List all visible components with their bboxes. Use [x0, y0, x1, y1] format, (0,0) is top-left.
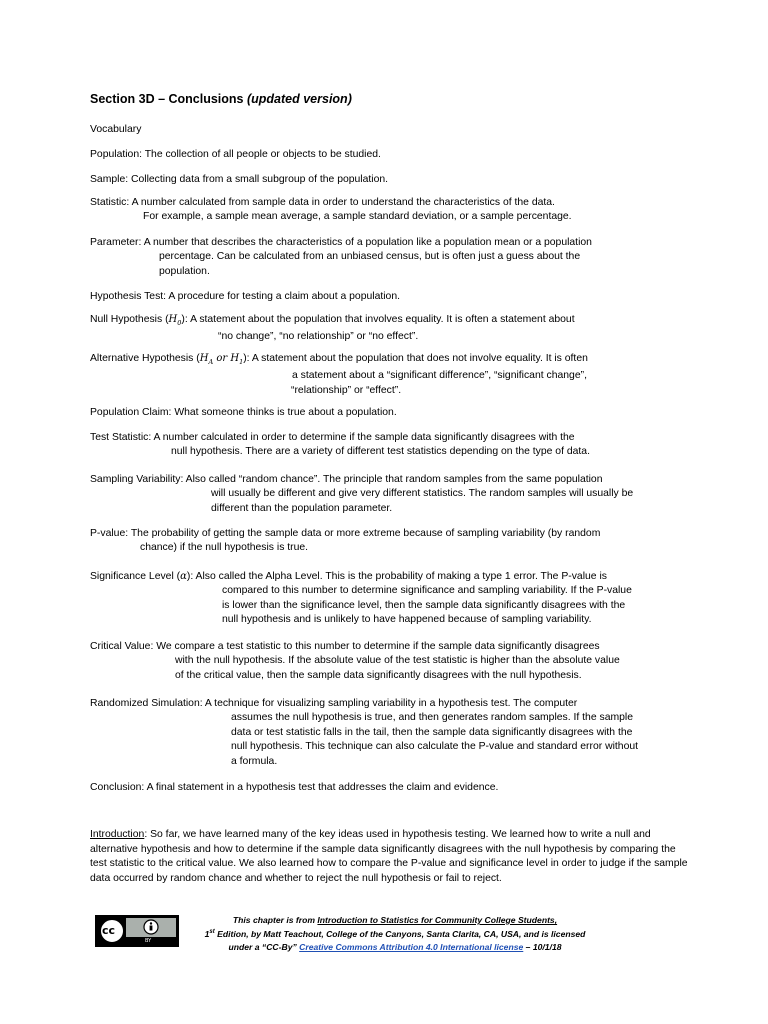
def-null-hypothesis — [90, 313, 575, 345]
footer-attribution — [190, 914, 600, 955]
alt-subscript-1: A — [208, 358, 214, 367]
def-sig-line4: null hypothesis and is unlikely to have happened because of sampling variability. — [222, 614, 592, 626]
footer-line2-rest: Edition, by Matt Teachout, College of the Canyons, Santa Clarita, CA, USA, and is licensed — [214, 928, 586, 939]
alt-or: or — [213, 353, 231, 364]
section-title — [90, 92, 352, 106]
footer-line3-post: – 10/1/18 — [523, 942, 562, 952]
def-null-line1 — [90, 313, 575, 330]
def-test-statistic — [90, 431, 590, 460]
def-alt-pre: Alternative Hypothesis ( — [90, 353, 200, 364]
section-title-italic: (updated version) — [246, 92, 352, 106]
def-sig-pre: Significance Level ( — [90, 571, 181, 582]
alt-symbol-2: H — [230, 353, 240, 364]
def-alternative-hypothesis — [90, 352, 588, 398]
def-alt-line2: a statement about a “significant difference”, “significant change”, — [292, 370, 587, 382]
def-significance-level — [90, 570, 632, 628]
footer-edition-number: 1 — [204, 928, 210, 939]
def-statistic-line1: Statistic: A number calculated from sample data in order to understand the characteristics of the data. — [90, 197, 555, 208]
def-statistic-line2: For example, a sample mean average, a sample standard deviation, or a sample percentage. — [143, 211, 572, 223]
def-pvalue-line2: chance) if the null hypothesis is true. — [140, 542, 309, 554]
footer-line3 — [190, 941, 600, 955]
footer-line2 — [190, 928, 600, 942]
def-simulation-line1: Randomized Simulation: A technique for visualizing sampling variability in a hypothesis test. The computer — [90, 698, 578, 709]
def-randomized-simulation — [90, 697, 638, 769]
alt-symbol-1: H — [199, 353, 209, 364]
def-alt-post: ): A statement about the population that does not involve equality. It is often — [243, 353, 588, 364]
introduction-text: : So far, we have learned many of the key ideas used in hypothesis testing. We learned how to write a null and alternative hypothesis and how to determine if the sample data significantly disagrees with the null hypothesis by comparing the test statistic to the critical value. We also learned how to compare the P-value and significance level in order to judge if the sample data occurred by random chance and whether to reject the null hypothesis or fail to reject. — [90, 829, 688, 884]
def-pvalue-line1: P-value: The probability of getting the sample data or more extreme because of sampling variability (by random — [90, 528, 601, 539]
def-null-post: ): A statement about the population that involves equality. It is often a statement about — [181, 314, 575, 325]
def-critical-line2: with the null hypothesis. If the absolute value of the test statistic is higher than the absolute value — [175, 655, 620, 667]
def-conclusion — [90, 781, 498, 795]
section-title-main: Section 3D – Conclusions — [90, 92, 247, 106]
def-critical-line3: of the critical value, then the sample data significantly disagrees with the null hypothesis. — [175, 669, 582, 681]
def-sig-line1 — [90, 570, 632, 584]
def-simulation-line3: data or test statistic falls in the tail, then the sample data significantly disagrees with the — [231, 726, 633, 738]
def-statistic — [90, 196, 572, 225]
footer-line1 — [190, 914, 600, 928]
def-sample-text: Sample: Collecting data from a small subgroup of the population. — [90, 174, 389, 185]
def-hypothesis-test-text: Hypothesis Test: A procedure for testing a claim about a population. — [90, 291, 400, 302]
vocabulary-heading: Vocabulary — [90, 124, 142, 135]
def-hypothesis-test — [90, 290, 400, 304]
alpha-symbol: α — [180, 571, 187, 582]
cc-by-license-logo — [95, 915, 179, 947]
def-simulation-line5: a formula. — [231, 755, 278, 767]
def-null-pre: Null Hypothesis ( — [90, 314, 169, 325]
def-parameter-line2: percentage. Can be calculated from an unbiased census, but is often just a guess about the — [159, 251, 581, 263]
def-sig-line2: compared to this number to determine significance and sampling variability. If the P-value — [222, 585, 632, 597]
def-parameter-line3: population. — [159, 265, 210, 277]
null-symbol: H — [168, 314, 178, 325]
footer-edition-suffix: st — [209, 928, 215, 935]
def-sig-post: ): Also called the Alpha Level. This is the probability of making a type 1 error. The P-value is — [186, 571, 607, 582]
def-population-claim — [90, 406, 397, 420]
license-link[interactable]: Creative Commons Attribution 4.0 International license — [299, 942, 524, 952]
def-parameter-line1: Parameter: A number that describes the characteristics of a population like a population mean or a population — [90, 237, 592, 248]
footer-line3-pre: under a “CC-By” — [228, 942, 300, 952]
def-parameter — [90, 236, 592, 279]
def-population — [90, 148, 381, 162]
def-p-value — [90, 527, 600, 556]
def-population-text: Population: The collection of all people or objects to be studied. — [90, 149, 381, 160]
def-sample — [90, 173, 388, 187]
def-test-stat-line1: Test Statistic: A number calculated in order to determine if the sample data significantly disagrees with the — [90, 432, 575, 443]
def-sampling-variability — [90, 473, 633, 516]
def-sampling-var-line1: Sampling Variability: Also called “random chance”. The principle that random samples from the same population — [90, 474, 603, 485]
alt-subscript-2: 1 — [239, 358, 244, 367]
def-alt-line3: “relationship” or “effect”. — [291, 384, 402, 396]
def-claim-text: Population Claim: What someone thinks is true about a population. — [90, 407, 397, 418]
introduction-paragraph — [90, 828, 690, 886]
def-null-line2: “no change”, “no relationship” or “no effect”. — [218, 331, 419, 343]
footer-line1-pre: This chapter is from — [232, 915, 318, 925]
introduction-label: Introduction — [90, 829, 145, 840]
def-simulation-line2: assumes the null hypothesis is true, and then generates random samples. If the sample — [231, 712, 633, 724]
cc-logo-text: cc — [102, 924, 116, 937]
def-sig-line3: is lower than the significance level, then the sample data significantly disagrees with the — [222, 599, 626, 611]
null-subscript: 0 — [177, 319, 182, 328]
def-critical-value — [90, 640, 620, 683]
by-logo-text: BY — [145, 938, 152, 944]
def-conclusion-text: Conclusion: A final statement in a hypothesis test that addresses the claim and evidence. — [90, 782, 499, 793]
def-alt-line1 — [90, 352, 588, 369]
def-sampling-var-line2: will usually be different and give very different statistics. The random samples will usually be — [211, 488, 634, 500]
def-test-stat-line2: null hypothesis. There are a variety of different test statistics depending on the type of data. — [171, 446, 590, 458]
footer-book-title: Introduction to Statistics for Community College Students, — [317, 915, 558, 925]
def-sampling-var-line3: different than the population parameter. — [211, 502, 393, 514]
def-critical-line1: Critical Value: We compare a test statistic to this number to determine if the sample data significantly disagrees — [90, 641, 600, 652]
def-simulation-line4: null hypothesis. This technique can also calculate the P-value and standard error without — [231, 741, 639, 753]
